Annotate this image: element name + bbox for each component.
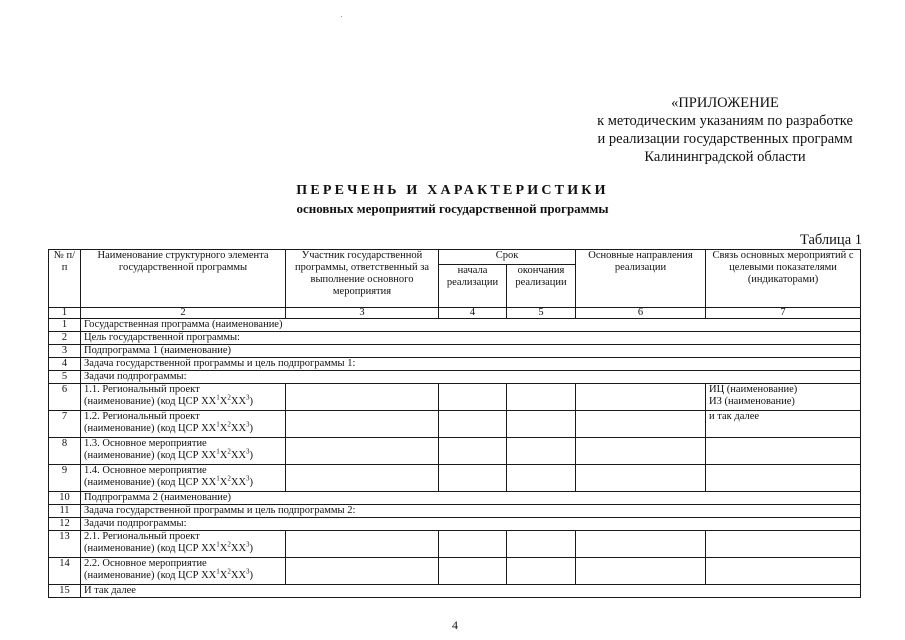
table-row (49, 358, 861, 371)
header-name: Наименование структурного элемента государственной программы (81, 250, 286, 308)
element-title: 1.4. Основное мероприятие (84, 465, 207, 476)
element-code (84, 447, 282, 462)
row-term-start (439, 558, 507, 585)
row-directions (576, 438, 706, 465)
code-part: XX (230, 450, 247, 461)
row-term-start (439, 411, 507, 438)
code-sup: 3 (246, 393, 250, 402)
document-title (0, 182, 905, 218)
table-row (49, 558, 861, 585)
row-number: 9 (49, 465, 81, 492)
table-row (49, 585, 861, 598)
code-part: X (219, 423, 228, 434)
header-link: Связь основных мероприятий с целевыми показателями (индикаторами) (706, 250, 861, 308)
code-sup: 2 (227, 420, 231, 429)
row-number: 14 (49, 558, 81, 585)
row-term-end (507, 411, 576, 438)
table-row (49, 411, 861, 438)
row-link (706, 465, 861, 492)
header-term-start: начала реализации (439, 265, 507, 308)
column-number: 1 (49, 308, 81, 319)
table-row (49, 384, 861, 411)
row-section-title: Подпрограмма 2 (наименование) (81, 492, 861, 505)
row-number: 4 (49, 358, 81, 371)
column-number: 7 (706, 308, 861, 319)
table-row (49, 505, 861, 518)
row-directions (576, 384, 706, 411)
code-prefix: (наименование) (код ЦСР XX (84, 450, 217, 461)
element-code (84, 420, 282, 435)
table-row (49, 319, 861, 332)
header-term: Срок (439, 250, 576, 265)
code-sup: 3 (246, 420, 250, 429)
row-section-title: Задача государственной программы и цель подпрограммы 2: (81, 505, 861, 518)
code-part: ) (249, 450, 254, 461)
code-part: X (219, 396, 228, 407)
row-element-name (81, 438, 286, 465)
code-sup: 2 (227, 393, 231, 402)
row-element-name (81, 411, 286, 438)
row-number: 7 (49, 411, 81, 438)
code-prefix: (наименование) (код ЦСР XX (84, 396, 217, 407)
row-element-name (81, 558, 286, 585)
row-number: 1 (49, 319, 81, 332)
code-part: X (219, 450, 228, 461)
row-number: 13 (49, 531, 81, 558)
element-title: 1.1. Региональный проект (84, 384, 200, 395)
column-number: 4 (439, 308, 507, 319)
title-main: ПЕРЕЧЕНЬ И ХАРАКТЕРИСТИКИ (296, 183, 609, 198)
row-section-title: Цель государственной программы: (81, 332, 861, 345)
table-row (49, 371, 861, 384)
table-body (49, 319, 861, 598)
row-link (706, 438, 861, 465)
row-number: 10 (49, 492, 81, 505)
row-section-title: Подпрограмма 1 (наименование) (81, 345, 861, 358)
row-element-name (81, 531, 286, 558)
column-number: 2 (81, 308, 286, 319)
code-sup: 1 (216, 540, 220, 549)
table-row (49, 492, 861, 505)
appendix-line: и реализации государственных программ (597, 131, 853, 147)
code-sup: 1 (216, 420, 220, 429)
row-term-start (439, 438, 507, 465)
title-sub: основных мероприятий государственной программы (296, 201, 609, 216)
row-link (706, 384, 861, 411)
row-participant (286, 384, 439, 411)
code-part: XX (230, 477, 247, 488)
code-part: X (219, 543, 228, 554)
table-row (49, 332, 861, 345)
column-number: 3 (286, 308, 439, 319)
row-term-end (507, 438, 576, 465)
scan-dot (341, 16, 342, 17)
code-sup: 2 (227, 540, 231, 549)
code-sup: 2 (227, 447, 231, 456)
measures-table (48, 249, 861, 598)
code-part: X (219, 477, 228, 488)
code-part: XX (230, 396, 247, 407)
row-link (706, 531, 861, 558)
row-term-end (507, 558, 576, 585)
code-sup: 2 (227, 474, 231, 483)
row-directions (576, 411, 706, 438)
row-section-title: Задачи подпрограммы: (81, 371, 861, 384)
code-part: ) (249, 423, 254, 434)
row-term-end (507, 465, 576, 492)
row-number: 8 (49, 438, 81, 465)
header-directions: Основные направления реализации (576, 250, 706, 308)
code-part: ) (249, 543, 254, 554)
column-number: 5 (507, 308, 576, 319)
element-title: 1.2. Региональный проект (84, 411, 200, 422)
code-prefix: (наименование) (код ЦСР XX (84, 570, 217, 581)
code-sup: 3 (246, 474, 250, 483)
row-section-title: Задача государственной программы и цель подпрограммы 1: (81, 358, 861, 371)
element-code (84, 540, 282, 555)
link-line: ИЗ (наименование) (709, 396, 795, 407)
table-row (49, 465, 861, 492)
element-code (84, 474, 282, 489)
appendix-line: Калининградской области (644, 149, 806, 165)
code-part: XX (230, 543, 247, 554)
row-number: 2 (49, 332, 81, 345)
element-code (84, 567, 282, 582)
element-code (84, 393, 282, 408)
row-element-name (81, 384, 286, 411)
column-number: 6 (576, 308, 706, 319)
code-prefix: (наименование) (код ЦСР XX (84, 423, 217, 434)
code-sup: 2 (227, 567, 231, 576)
code-sup: 1 (216, 393, 220, 402)
code-part: X (219, 570, 228, 581)
code-sup: 1 (216, 447, 220, 456)
code-prefix: (наименование) (код ЦСР XX (84, 477, 217, 488)
row-number: 6 (49, 384, 81, 411)
code-sup: 1 (216, 474, 220, 483)
row-number: 3 (49, 345, 81, 358)
code-sup: 3 (246, 447, 250, 456)
row-number: 12 (49, 518, 81, 531)
link-line: и так далее (709, 411, 760, 422)
table-row (49, 518, 861, 531)
header-num: № п/п (49, 250, 81, 308)
row-participant (286, 438, 439, 465)
page-number: 4 (452, 618, 458, 632)
row-number: 11 (49, 505, 81, 518)
row-participant (286, 465, 439, 492)
row-term-start (439, 465, 507, 492)
row-participant (286, 411, 439, 438)
header-participant: Участник государственной программы, ответственный за выполнение основного мероприятия (286, 250, 439, 308)
header-term-end: окончания реализации (507, 265, 576, 308)
table-row (49, 345, 861, 358)
row-section-title: И так далее (81, 585, 861, 598)
code-part: XX (230, 570, 247, 581)
row-term-end (507, 531, 576, 558)
row-participant (286, 531, 439, 558)
code-part: XX (230, 423, 247, 434)
row-term-start (439, 384, 507, 411)
row-link (706, 411, 861, 438)
table-row (49, 531, 861, 558)
row-section-title: Государственная программа (наименование) (81, 319, 861, 332)
code-part: ) (249, 477, 254, 488)
element-title: 1.3. Основное мероприятие (84, 438, 207, 449)
code-prefix: (наименование) (код ЦСР XX (84, 543, 217, 554)
row-link (706, 558, 861, 585)
appendix-block (560, 94, 890, 166)
code-part: ) (249, 570, 254, 581)
row-directions (576, 531, 706, 558)
row-element-name (81, 465, 286, 492)
row-number: 5 (49, 371, 81, 384)
table-row (49, 438, 861, 465)
row-section-title: Задачи подпрограммы: (81, 518, 861, 531)
row-participant (286, 558, 439, 585)
element-title: 2.2. Основное мероприятие (84, 558, 207, 569)
link-line: ИЦ (наименование) (709, 384, 798, 395)
table-label: Таблица 1 (799, 232, 862, 248)
code-sup: 3 (246, 567, 250, 576)
appendix-line: к методическим указаниям по разработке (597, 113, 853, 129)
code-sup: 1 (216, 567, 220, 576)
element-title: 2.1. Региональный проект (84, 531, 200, 542)
row-directions (576, 465, 706, 492)
row-number: 15 (49, 585, 81, 598)
code-sup: 3 (246, 540, 250, 549)
code-part: ) (249, 396, 254, 407)
appendix-line: «ПРИЛОЖЕНИЕ (671, 95, 779, 111)
row-directions (576, 558, 706, 585)
row-term-start (439, 531, 507, 558)
row-term-end (507, 384, 576, 411)
